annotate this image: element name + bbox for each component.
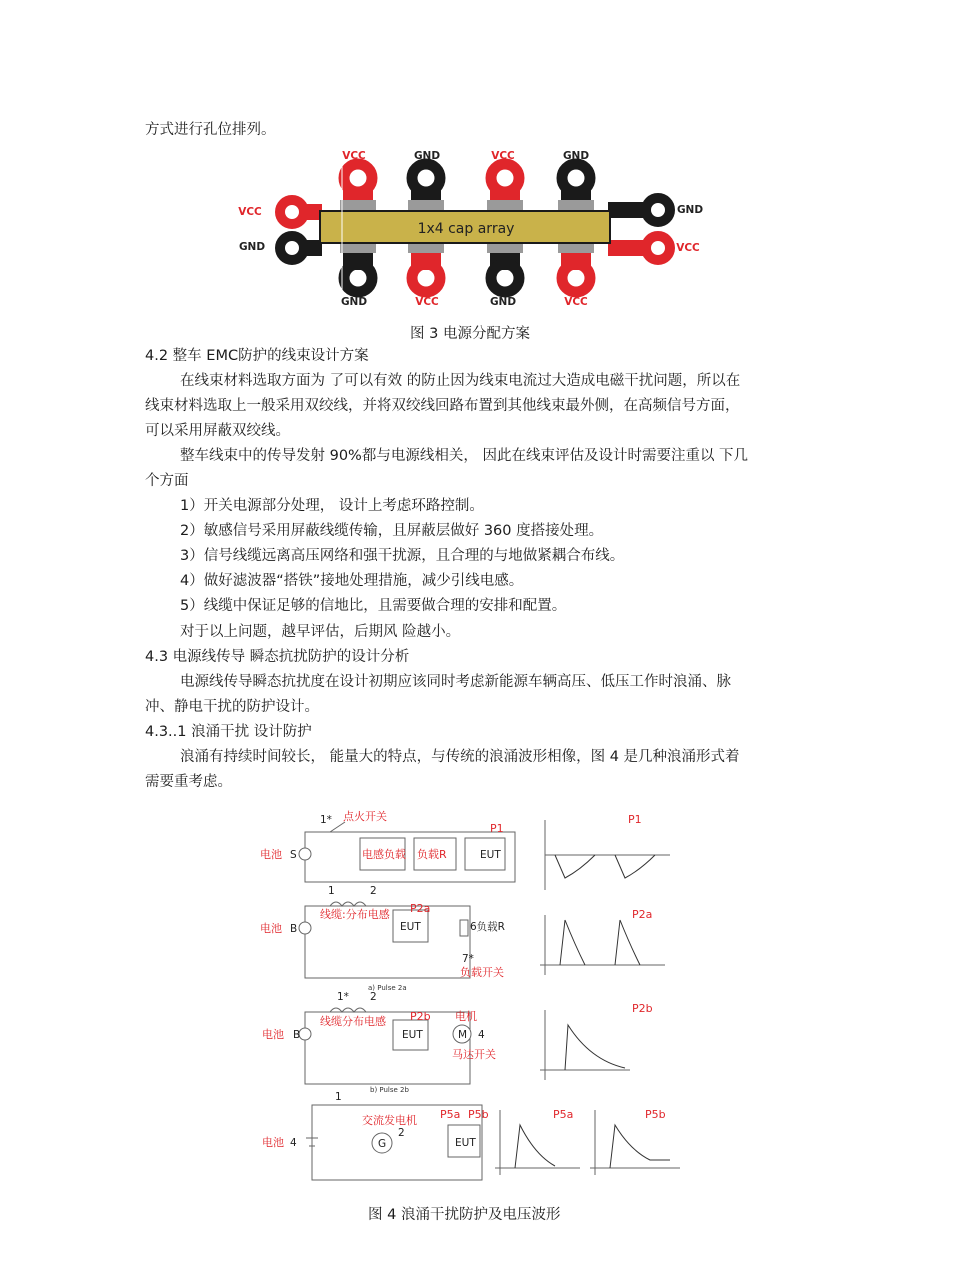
node-label: 1* <box>337 991 349 1003</box>
top-label: VCC <box>491 150 515 162</box>
list-item: 4）做好滤波器“搭铁”接地处理措施，减少引线电感。 <box>180 573 524 589</box>
battery-label: 电池 <box>262 1028 284 1041</box>
right-label: GND <box>676 204 704 216</box>
battery-label: 电池 <box>260 848 282 861</box>
battery-label: 电池 <box>260 922 282 935</box>
waveform-p5b-label: P5b <box>645 1108 666 1121</box>
node-label: 2 <box>398 1127 405 1139</box>
load-r-label: 负载R <box>417 848 447 861</box>
section-heading: 4.2 整车 EMC防护的线束设计方案 <box>145 348 369 364</box>
bottom-terminals <box>343 250 591 292</box>
pulse2b-label: b) Pulse 2b <box>370 1086 409 1094</box>
motor-symbol: M <box>458 1029 468 1041</box>
left-label: VCC <box>238 206 262 218</box>
node-label: B <box>293 1029 301 1041</box>
eut-label: EUT <box>480 849 501 861</box>
figure-3-caption: 图 3 电源分配方案 <box>410 326 530 342</box>
p5a-label: P5a <box>440 1108 461 1121</box>
eut-label: EUT <box>402 1029 423 1041</box>
list-item: 1）开关电源部分处理， 设计上考虑环路控制。 <box>180 498 484 514</box>
bottom-label: VCC <box>415 296 439 308</box>
battery-label: 电池 <box>262 1136 284 1149</box>
cap-array-label: 1x4 cap array <box>417 221 515 237</box>
figure-4-caption: 图 4 浪涌干扰防护及电压波形 <box>368 1207 561 1223</box>
node-label: 2 <box>370 991 377 1003</box>
load-r6-label: 6负载R <box>470 921 505 933</box>
node-label: 1 <box>335 1091 342 1103</box>
list-item: 2）敏感信号采用屏蔽线缆传输，且屏蔽层做好 360 度搭接处理。 <box>180 523 604 539</box>
node-label: 2 <box>370 885 377 897</box>
eut-label: EUT <box>400 921 421 933</box>
alternator-label: 交流发电机 <box>362 1114 417 1127</box>
section-heading: 4.3 电源线传导 瞬态抗扰防护的设计分析 <box>145 649 410 665</box>
text-line: 电源线传导瞬态抗扰度在设计初期应该同时考虑新能源车辆高压、低压工作时浪涌、脉 <box>180 674 731 690</box>
left-label: GND <box>238 241 266 253</box>
bottom-label: GND <box>340 296 368 308</box>
top-label: GND <box>562 150 590 162</box>
p5b-label: P5b <box>468 1108 489 1121</box>
node-label: 7* <box>462 953 474 965</box>
inductive-load-label: 电感负载 <box>362 848 406 861</box>
text-line: 在线束材料选取方面为 了可以有效 的防止因为线束电流过大造成电磁干扰问题，所以在 <box>180 373 741 389</box>
subsection-heading: 4.3..1 浪涌干扰 设计防护 <box>145 724 312 740</box>
motor-label: 电机 <box>455 1010 477 1023</box>
node-label: B <box>290 923 298 935</box>
p1-label: P1 <box>490 822 504 835</box>
p2b-label: P2b <box>410 1010 431 1023</box>
pulse2a-label: a) Pulse 2a <box>368 984 407 992</box>
list-item: 5）线缆中保证足够的信地比，且需要做合理的安排和配置。 <box>180 598 567 614</box>
p2a-label: P2a <box>410 902 431 915</box>
node-label: 4 <box>290 1137 297 1149</box>
load-switch-label: 负载开关 <box>460 966 504 979</box>
text-line: 线束材料选取上一般采用双绞线，并将双绞线回路布置到其他线束最外侧，在高频信号方面， <box>145 398 740 414</box>
waveform-p5a-label: P5a <box>553 1108 574 1121</box>
text-line: 需要重考虑。 <box>145 774 232 790</box>
node-label: 4 <box>478 1029 485 1041</box>
text-line: 整车线束中的传导发射 90%都与电源线相关， 因此在线束评估及设计时需要注重以 下几 <box>180 448 749 464</box>
ignition-switch-label: 点火开关 <box>343 810 387 823</box>
text-line: 方式进行孔位排列。 <box>145 122 276 138</box>
text-line: 浪涌有持续时间较长， 能量大的特点，与传统的浪涌波形相像，图 4 是几种浪涌形式着 <box>180 749 740 765</box>
list-item: 3）信号线缆远离高压网络和强干扰源，且合理的与地做紧耦合布线。 <box>180 548 625 564</box>
bottom-label: VCC <box>564 296 588 308</box>
eut-label: EUT <box>455 1137 476 1149</box>
text-line: 冲、静电干扰的防护设计。 <box>145 699 319 715</box>
top-label: GND <box>413 150 441 162</box>
waveform-p2a-label: P2a <box>632 908 653 921</box>
node-label: S <box>290 849 297 861</box>
text-line: 对于以上问题，越早评估，后期风 险越小。 <box>180 624 461 640</box>
top-terminals <box>343 164 591 207</box>
motor-switch-label: 马达开关 <box>452 1048 496 1061</box>
node-label: 1 <box>328 885 335 897</box>
bottom-label: GND <box>489 296 517 308</box>
waveform-p1-label: P1 <box>628 813 642 826</box>
line-inductance-label: 线缆:分布电感 <box>320 908 390 921</box>
node-label: 1* <box>320 814 332 826</box>
waveform-p2b-label: P2b <box>632 1002 653 1015</box>
line-inductance-label: 线缆分布电感 <box>320 1015 386 1028</box>
surge-circuits-figure <box>0 800 959 1200</box>
alternator-symbol: G <box>378 1138 387 1150</box>
right-label: VCC <box>676 242 700 254</box>
top-label: VCC <box>342 150 366 162</box>
text-line: 可以采用屏蔽双绞线。 <box>145 423 290 439</box>
text-line: 个方面 <box>145 473 189 489</box>
